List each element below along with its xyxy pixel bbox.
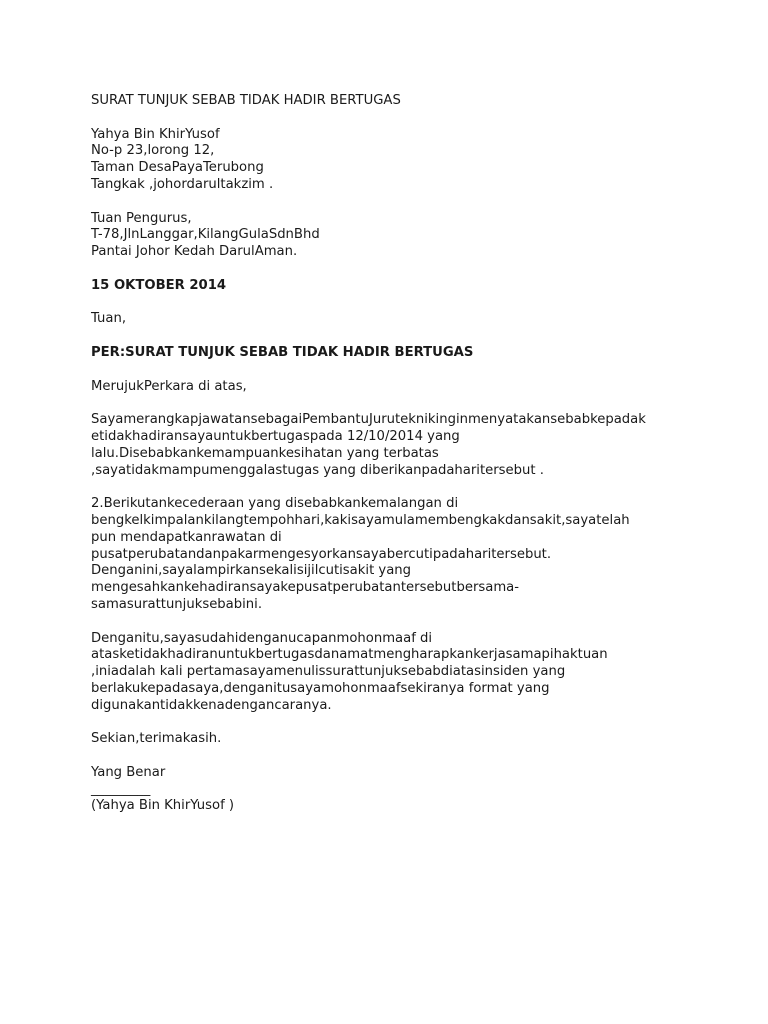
sender-address-line: Taman DesaPayaTerubong [91,160,264,176]
salutation: Tuan, [91,311,127,327]
signoff-line: Yang Benar [91,764,166,780]
signature-line: _________ [91,781,151,797]
spacer [91,362,691,379]
spacer [91,261,691,278]
paragraph-1 [91,412,691,479]
spacer [91,714,691,731]
paragraph-line: Denganini,sayalampirkansekalisijilcutisakit yang [91,563,412,579]
recipient-line: T-78,JlnLanggar,KilangGulaSdnBhd [91,227,320,243]
paragraph-line: Denganitu,sayasudahidenganucapanmohonmaaf di [91,630,433,646]
spacer [91,328,691,345]
paragraph-2 [91,496,691,614]
signature-name: (Yahya Bin KhirYusof ) [91,798,235,814]
spacer [91,110,691,127]
sender-name: Yahya Bin KhirYusof [91,126,220,142]
paragraph-line: mengesahkankehadiransayakepusatperubatantersebutbersama- [91,580,520,596]
paragraph-line: 2.Berikutankecederaan yang disebabkankemalangan di [91,496,459,512]
paragraph-line: etidakhadiransayauntukbertugaspada 12/10/2014 yang [91,428,460,444]
paragraph-3 [91,631,691,715]
recipient-line: Pantai Johor Kedah DarulAman. [91,244,298,260]
letter-page [91,93,691,815]
spacer [91,614,691,631]
spacer [91,748,691,765]
spacer [91,395,691,412]
spacer [91,194,691,211]
paragraph-line: digunakantidakkenadengancaranya. [91,697,332,713]
paragraph-line: lalu.Disebabkankemampuankesihatan yang terbatas [91,445,439,461]
recipient-block [91,211,691,261]
paragraph-line: samasurattunjuksebabini. [91,596,263,612]
paragraph-line: ,sayatidakmampumenggalastugas yang diberikanpadaharitersebut . [91,462,544,478]
reference-line: MerujukPerkara di atas, [91,378,247,394]
spacer [91,479,691,496]
paragraph-line: atasketidakhadiranuntukbertugasdanamatmengharapkankerjasamapihaktuan [91,647,608,663]
spacer [91,295,691,312]
paragraph-line: berlakukepadasaya,denganitusayamohonmaafsekiranya format yang [91,680,550,696]
paragraph-line: pun mendapatkanrawatan di [91,529,282,545]
closing-line: Sekian,terimakasih. [91,731,222,747]
letter-date: 15 OKTOBER 2014 [91,277,227,293]
paragraph-line: pusatperubatandanpakarmengesyorkansayabercutipadaharitersebut. [91,546,552,562]
sender-address-line: No-p 23,lorong 12, [91,143,215,159]
paragraph-line: ,iniadalah kali pertamasayamenulissurattunjuksebabdiatasinsiden yang [91,664,566,680]
subject-line: PER:SURAT TUNJUK SEBAB TIDAK HADIR BERTUGAS [91,344,474,360]
sender-block [91,127,691,194]
paragraph-line: bengkelkimpalankilangtempohhari,kakisayamulamembengkakdansakit,sayatelah [91,512,630,528]
paragraph-line: SayamerangkapjawatansebagaiPembantuJuruteknikinginmenyatakansebabkepadak [91,412,646,428]
sender-address-line: Tangkak ,johordarultakzim . [91,176,274,192]
recipient-line: Tuan Pengurus, [91,210,192,226]
letter-title: SURAT TUNJUK SEBAB TIDAK HADIR BERTUGAS [91,93,401,108]
